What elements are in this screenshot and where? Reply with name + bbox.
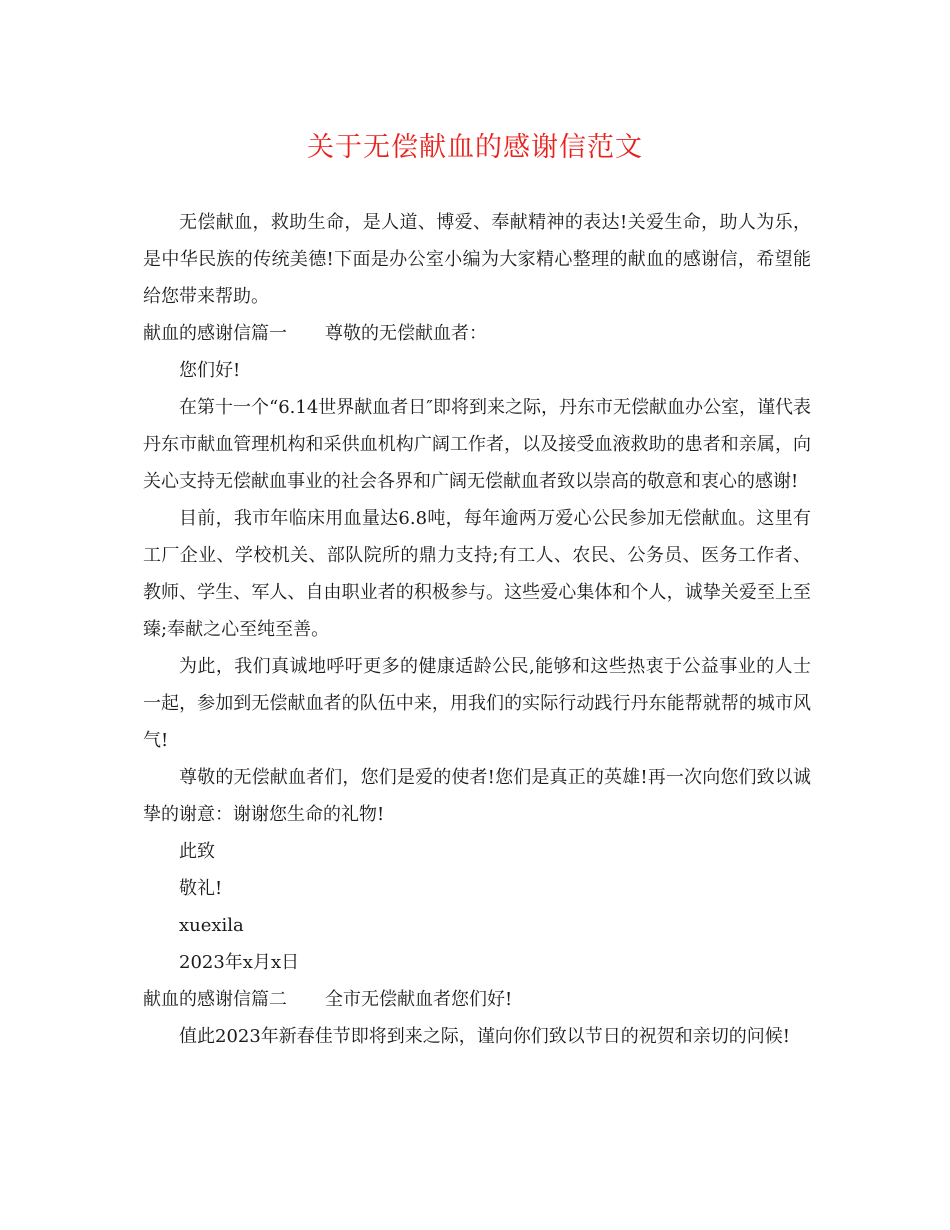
section2-heading: 献血的感谢信篇二 [143,989,287,1010]
signature: xuexila [179,915,244,936]
section1-paragraph: 在第十一个“6.14世界献血者日″即将到来之际，丹东市无偿献血办公室，谨代表丹东市献血管理机构和采供血机构广阔工作者，以及接受血液救助的患者和亲属，向关心支持无偿献血事业的社会各界和广阔无偿献血者致以崇高的敬意和衷心的感谢! [143,397,812,492]
section1-paragraph: 为此，我们真诚地呼吁更多的健康适龄公民,能够和这些热衷于公益事业的人士一起，参加到无偿献血者的队伍中来，用我们的实际行动践行丹东能帮就帮的城市风气! [143,656,811,751]
document-title: 关于无偿献血的感谢信范文 [307,132,643,163]
section1-salutation: 尊敬的无偿献血者： [325,323,487,344]
section2-heading-line [143,981,811,1018]
closing-line-1: 此致 [179,841,215,862]
section1-paragraph: 尊敬的无偿献血者们，您们是爱的使者!您们是真正的英雄!再一次向您们致以诚挚的谢意：谢谢您生命的礼物! [143,767,811,825]
section1-heading: 献血的感谢信篇一 [143,323,287,344]
section2-paragraph: 值此2023年新春佳节即将到来之际，谨向你们致以节日的祝贺和亲切的问候! [179,1026,791,1047]
letter-date: 2023年x月x日 [179,952,300,973]
section2-salutation: 全市无偿献血者您们好! [325,989,513,1010]
section1-greeting: 您们好! [179,360,241,381]
document-body [143,204,811,1055]
intro-paragraph: 无偿献血，救助生命，是人道、博爱、奉献精神的表达!关爱生命，助人为乐，是中华民族的传统美德!下面是办公室小编为大家精心整理的献血的感谢信，希望能给您带来帮助。 [143,212,811,307]
section1-heading-line [143,315,811,352]
section1-paragraph: 目前，我市年临床用血量达6.8吨，每年逾两万爱心公民参加无偿献血。这里有工厂企业、学校机关、部队院所的鼎力支持;有工人、农民、公务员、医务工作者、教师、学生、军人、自由职业者的积极参与。这些爱心集体和个人，诚挚关爱至上至臻;奉献之心至纯至善。 [143,508,811,640]
closing-line-2: 敬礼! [179,878,223,899]
